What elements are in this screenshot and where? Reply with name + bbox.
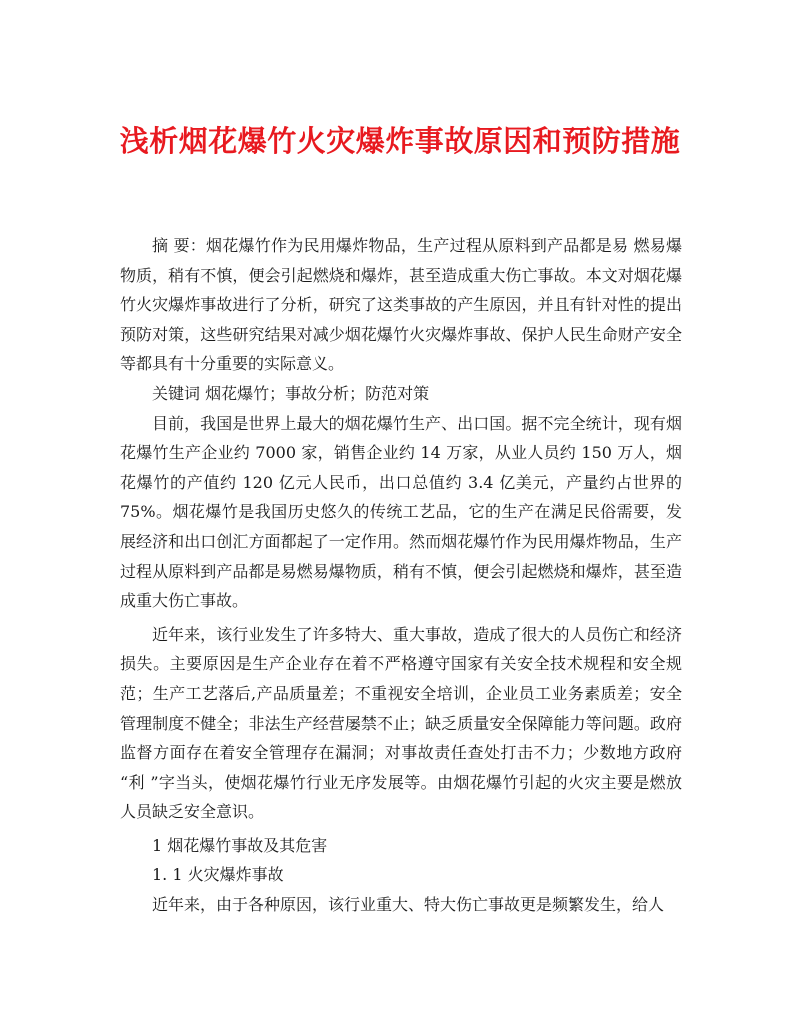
document-body [120, 231, 682, 920]
abstract-paragraph: 摘 要：烟花爆竹作为民用爆炸物品，生产过程从原料到产品都是易 燃易爆物质，稍有不慎，便会引起燃烧和爆炸，甚至造成重大伤亡事故。本文对烟花爆竹火灾爆炸事故进行了分析，研究了这类事故的产生原因，并且有针对性的提出预防对策，这些研究结果对减少烟花爆竹火灾爆炸事故、保护人民生命财产安全等都具有十分重要的实际意义。 [120, 236, 682, 374]
body-paragraph: 近年来，该行业发生了许多特大、重大事故，造成了很大的人员伤亡和经济损失。主要原因是生产企业存在着不严格遵守国家有关安全技术规程和安全规范；生产工艺落后,产品质量差；不重视安全培训，企业员工业务素质差；安全管理制度不健全；非法生产经营屡禁不止；缺乏质量安全保障能力等问题。政府监督方面存在着安全管理存在漏洞；对事故责任查处打击不力；少数地方政府 “利 ”字当头，使烟花爆竹行业无序发展等。由烟花爆竹引起的火灾主要是燃放人员缺乏安全意识。 [120, 624, 682, 822]
keywords-line: 关键词 烟花爆竹；事故分析；防范对策 [152, 383, 430, 403]
body-paragraph: 近年来，由于各种原因，该行业重大、特大伤亡事故更是频繁发生，给人 [152, 895, 665, 915]
section-heading: 1 烟花爆竹事故及其危害 [152, 835, 328, 855]
document-title: 浅析烟花爆竹火灾爆炸事故原因和预防措施 [119, 124, 681, 159]
subsection-heading: 1. 1 火灾爆炸事故 [152, 865, 284, 885]
body-paragraph: 目前，我国是世界上最大的烟花爆竹生产、出口国。据不完全统计，现有烟花爆竹生产企业约 7000 家，销售企业约 14 万家，从业人员约 150 万人，烟花爆竹的产值约 120 亿元人民币，出口总值约 3.4 亿美元，产量约占世界的 75%。烟花爆竹是我国历史悠久的传统工艺品，它的生产在满足民俗需要，发展经济和出口创汇方面都起了一定作用。然而烟花爆竹作为民用爆炸物品，生产过程从原料到产品都是易燃易爆物质，稍有不慎，便会引起燃烧和爆炸，甚至造成重大伤亡事故。 [120, 413, 682, 611]
